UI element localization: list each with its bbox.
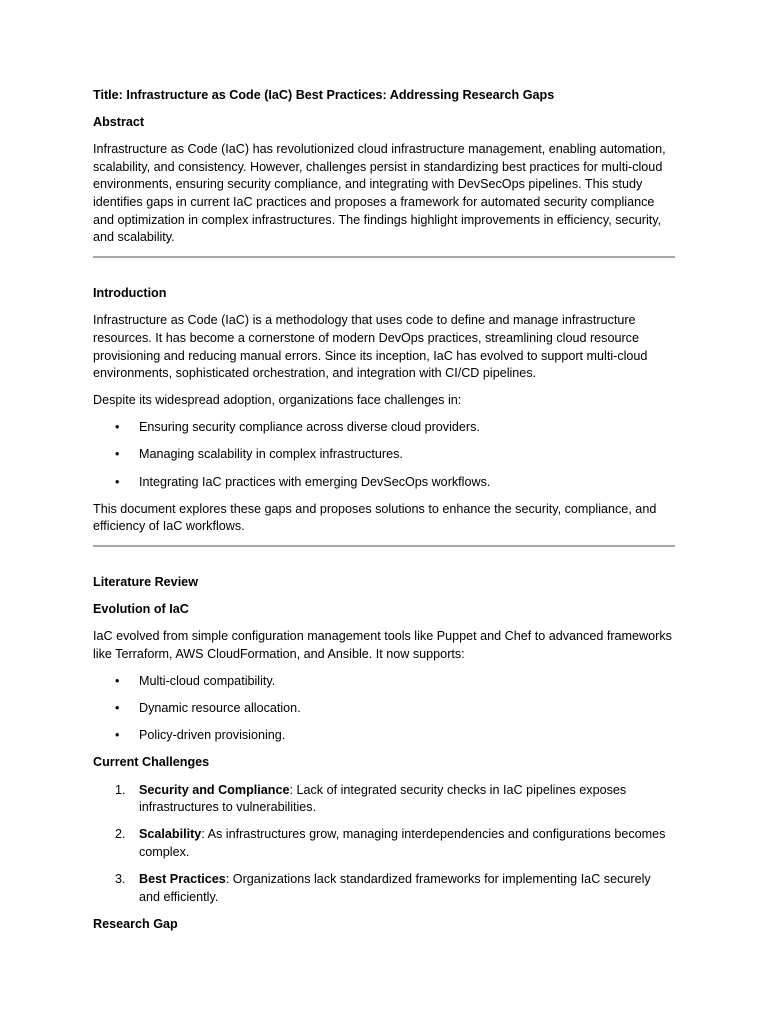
list-item-text: Ensuring security compliance across diverse cloud providers. bbox=[139, 420, 480, 435]
list-item bbox=[93, 727, 675, 745]
list-item-term: Scalability bbox=[139, 827, 202, 842]
evolution-bullet-list bbox=[93, 673, 675, 745]
research-gap-heading: Research Gap bbox=[93, 916, 178, 931]
bullet-marker: • bbox=[115, 674, 120, 689]
bullet-marker: • bbox=[115, 420, 120, 435]
list-number: 3. bbox=[115, 871, 126, 886]
introduction-heading: Introduction bbox=[93, 286, 167, 301]
current-challenges-heading: Current Challenges bbox=[93, 755, 210, 770]
bullet-marker: • bbox=[115, 474, 120, 489]
list-item bbox=[93, 474, 675, 492]
document-title: Title: Infrastructure as Code (IaC) Best Practices: Addressing Research Gaps bbox=[93, 88, 555, 102]
list-item bbox=[93, 782, 675, 817]
list-item bbox=[93, 700, 675, 718]
challenges-numbered-list bbox=[93, 782, 675, 907]
evolution-heading: Evolution of IaC bbox=[93, 602, 189, 617]
list-item-text: : Organizations lack standardized frameworks for implementing IaC securely and efficiently. bbox=[139, 871, 651, 904]
list-item bbox=[93, 826, 675, 861]
introduction-paragraph-1: Infrastructure as Code (IaC) is a methodology that uses code to define and manage infrastructure resources. It has become a cornerstone of modern DevOps practices, streamlining cloud resource provisioning and reducing manual errors. Since its inception, IaC has evolved to support multi-cloud environments, sophisticated orchestration, and integration with CI/CD pipelines. bbox=[93, 313, 648, 381]
list-item-term: Best Practices bbox=[139, 871, 226, 886]
list-item-text: Integrating IaC practices with emerging DevSecOps workflows. bbox=[139, 474, 491, 489]
list-item-text: Managing scalability in complex infrastructures. bbox=[139, 447, 403, 462]
list-item-text: Multi-cloud compatibility. bbox=[139, 674, 276, 689]
list-item bbox=[93, 871, 675, 906]
abstract-text: Infrastructure as Code (IaC) has revolutionized cloud infrastructure management, enabling automation, scalability, and consistency. However, challenges persist in standardizing best practices for multi-cloud environments, ensuring security compliance, and integrating with DevSecOps pipelines. This study identifies gaps in current IaC practices and proposes a framework for automated security compliance and optimization in complex infrastructures. The findings highlight improvements in efficiency, security, and scalability. bbox=[93, 142, 666, 245]
list-item-text: : Lack of integrated security checks in IaC pipelines exposes infrastructures to vulnerabilities. bbox=[139, 782, 627, 815]
bullet-marker: • bbox=[115, 728, 120, 743]
list-item bbox=[93, 419, 675, 437]
list-number: 1. bbox=[115, 782, 126, 797]
section-divider bbox=[93, 256, 675, 258]
document-body bbox=[93, 87, 675, 943]
list-item bbox=[93, 673, 675, 691]
bullet-marker: • bbox=[115, 701, 120, 716]
list-item-term: Security and Compliance bbox=[139, 782, 290, 797]
evolution-text: IaC evolved from simple configuration management tools like Puppet and Chef to advanced frameworks like Terraform, AWS CloudFormation, and Ansible. It now supports: bbox=[93, 629, 672, 662]
list-item-text: Policy-driven provisioning. bbox=[139, 728, 286, 743]
list-item-text: : As infrastructures grow, managing interdependencies and configurations becomes complex. bbox=[139, 827, 666, 859]
list-item-text: Dynamic resource allocation. bbox=[139, 701, 301, 716]
literature-review-heading: Literature Review bbox=[93, 575, 198, 590]
introduction-paragraph-3: This document explores these gaps and proposes solutions to enhance the security, compliance, and efficiency of IaC workflows. bbox=[93, 501, 657, 534]
introduction-paragraph-2: Despite its widespread adoption, organizations face challenges in: bbox=[93, 393, 462, 408]
section-divider bbox=[93, 545, 675, 547]
list-number: 2. bbox=[115, 827, 126, 842]
challenges-bullet-list bbox=[93, 419, 675, 491]
abstract-heading: Abstract bbox=[93, 115, 145, 130]
bullet-marker: • bbox=[115, 447, 120, 462]
list-item bbox=[93, 446, 675, 464]
